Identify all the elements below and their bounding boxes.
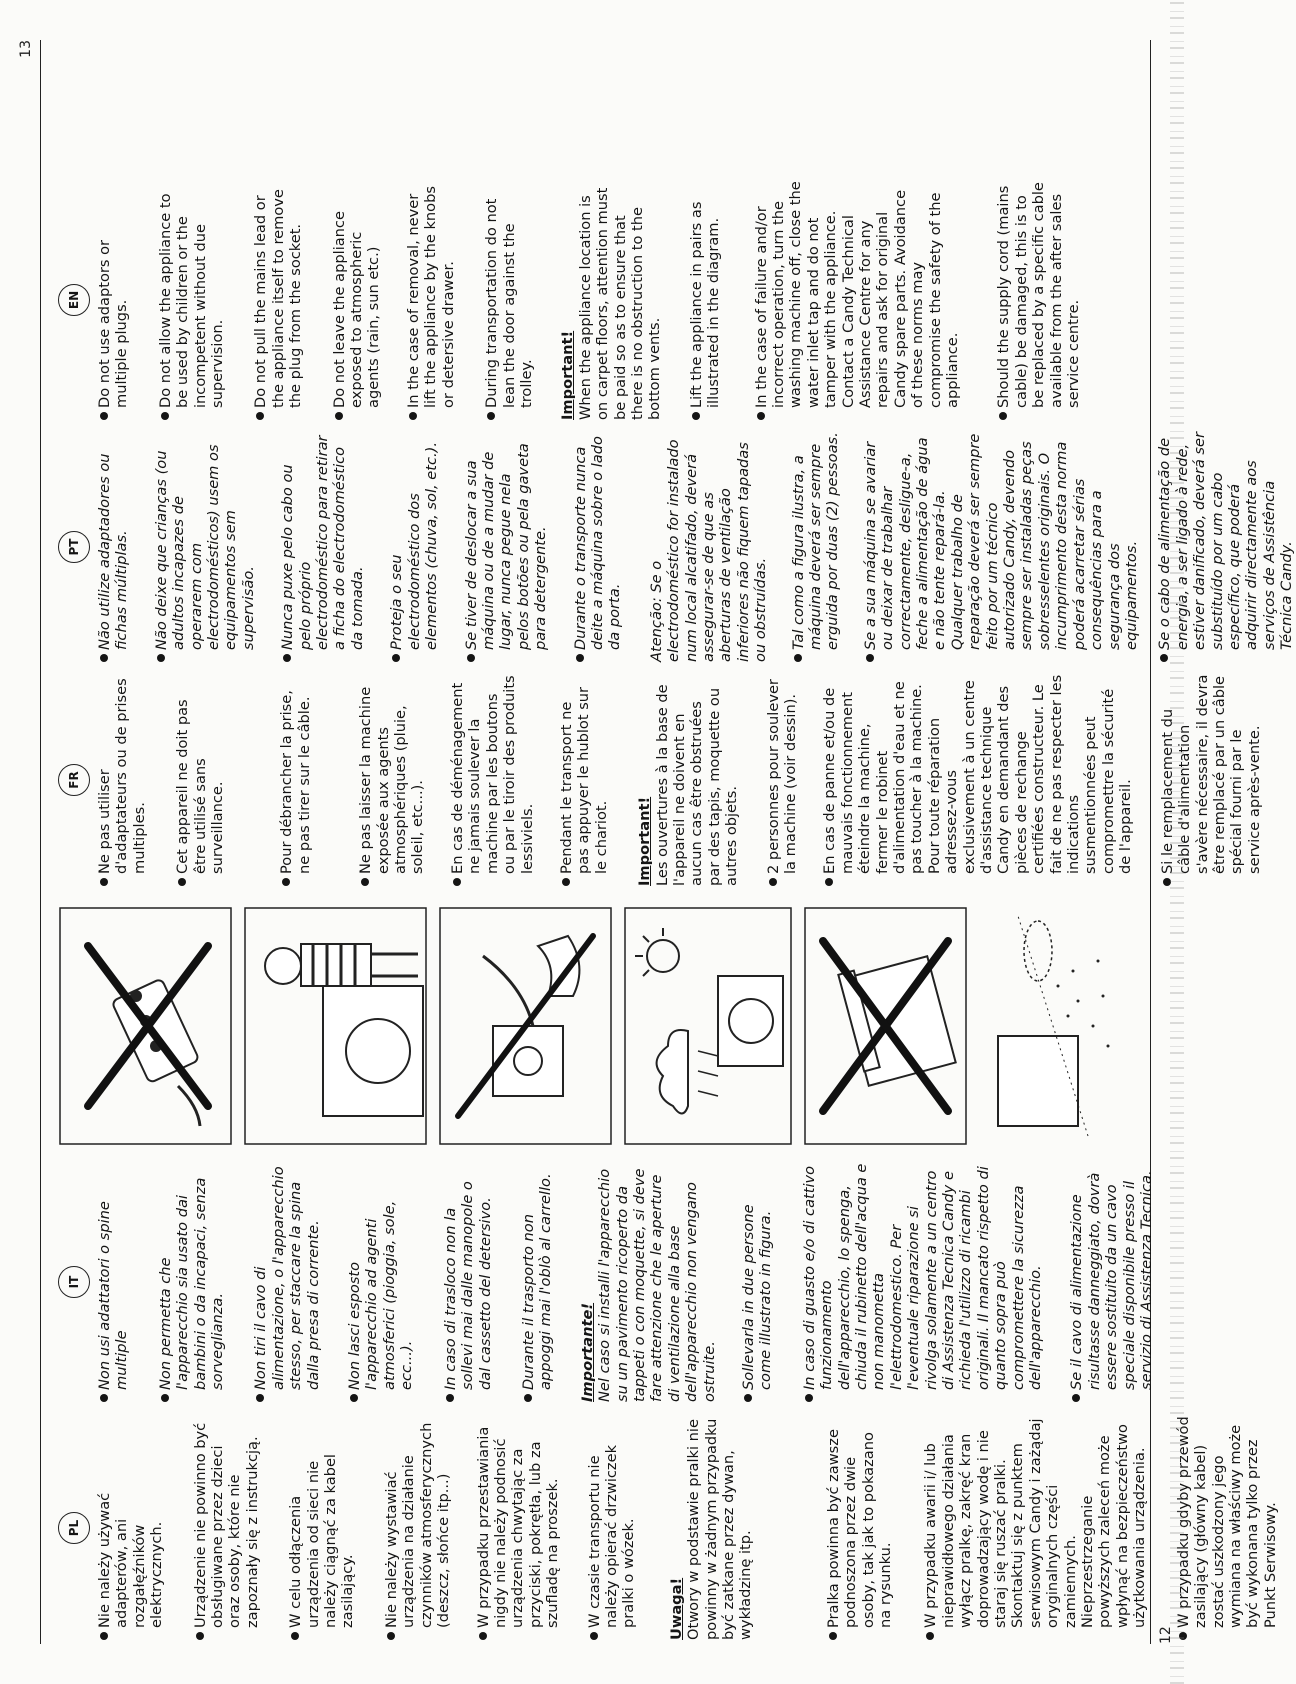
language-badge-fr: FR bbox=[58, 674, 90, 886]
language-badge-en: EN bbox=[58, 180, 90, 420]
list-item: Se tiver de deslocar a sua máquina ou de a mudar de lugar, nunca pegue nela pelos botões ou pela gaveta para detergente. bbox=[463, 432, 550, 662]
list-item: Nie należy używać adapterów, ani rozgałęźników elektrycznych. bbox=[96, 1416, 166, 1640]
list-item: Non lasci esposto l'apparecchio ad agenti atmosferici (pioggia, sole, ecc...). bbox=[346, 1162, 416, 1402]
list-item: Durante o transporte nunca deite a máquina sobre o lado da porta. bbox=[572, 432, 624, 662]
list-item: Pour débrancher la prise, ne pas tirer sur le câble. bbox=[278, 674, 313, 886]
scan-noise-strip bbox=[1170, 0, 1184, 1684]
list-item: Ne pas utiliser d'adaptateurs ou de prises multiples. bbox=[96, 674, 148, 886]
column-portuguese bbox=[58, 431, 1296, 662]
unplug-by-hand-illustration bbox=[438, 906, 613, 1146]
list-item: Cet appareil ne doit pas être utilisé sans surveillance. bbox=[174, 674, 226, 886]
child-near-appliance-illustration bbox=[243, 906, 428, 1146]
list-item: Nie należy wystawiać urządzenia na działanie czynników atmosferycznych (deszcz, słońce itp...) bbox=[383, 1416, 453, 1640]
list-item: En cas de déménagement ne jamais soulever la machine par les boutons ou par le tiroir des produits lessiviels. bbox=[449, 674, 536, 886]
list-item: Lift the appliance in pairs as illustrated in the diagram. bbox=[688, 180, 723, 420]
list-item: Should the supply cord (mains cable) be damaged, this is to be replaced by a specific cable available from the after sales service centre. bbox=[995, 180, 1082, 420]
bottom-rule bbox=[1150, 40, 1151, 1644]
list-item: Do not pull the mains lead or the appliance itself to remove the plug from the socket. bbox=[252, 180, 304, 420]
list-item: Urządzenie nie powinno być obsługiwane przez dzieci oraz osoby, które nie zapoznały się z instrukcją. bbox=[192, 1416, 262, 1640]
list-item: Pendant le transport ne pas appuyer le hublot sur le chariot. bbox=[558, 674, 610, 886]
list-item: Durante il trasporto non appoggi mai l'oblò al carrello. bbox=[520, 1162, 555, 1402]
note: Uwaga! Otwory w podstawie pralki nie powinny w żadnym przypadku być zatkane przez dywan, wykładzinę itp. bbox=[667, 1418, 755, 1640]
list-item: W przypadku gdyby przewód zasilający (główny kabel) zostać uszkodzony jego wymiana na właściwy może być wykonana tylko przez Punkt Serwisowy. bbox=[1175, 1416, 1279, 1640]
list-item: Não deixe que crianças (ou adultos incapazes de operarem com electrodomésticos) usem os equipamentos sem supervisão. bbox=[153, 432, 257, 662]
list-item: Si le remplacement du câble d'alimentation s'avère nécessaire, il devra être remplacé par un câble spécial fourni par le service après-vente. bbox=[1159, 674, 1263, 886]
carpet-ventilation-illustration bbox=[978, 906, 1133, 1146]
list-item: Sollevarla in due persone come illustrato in figura. bbox=[740, 1162, 775, 1402]
list-item: W przypadku przestawiania nigdy nie należy podnosić urządzenia chwytając za przyciski, pokrętła, lub za szufladę na proszek. bbox=[475, 1416, 562, 1640]
page-number-left: 12 bbox=[1158, 1626, 1174, 1644]
list-item: Tal como a figura ilustra, a máquina deverá ser sempre erguida por duas (2) pessoas. bbox=[790, 432, 842, 662]
list-item: Non usi adattatori o spine multiple bbox=[96, 1162, 131, 1402]
list-item: During transportation do not lean the door against the trolley. bbox=[483, 180, 535, 420]
list-item: Se a sua máquina se avariar ou deixar de trabalhar correctamente, desligue-a, feche a alimentação de água e não tente repará-la. Qualquer trabalho de reparação deverá ser sempre feito por um técnico autorizado Candy, devendo sempre ser instaladas peças sobresselentes originais. O incumprimento desta norma poderá acarretar sérias consequências para a segurança dos equipamentos. bbox=[862, 432, 1141, 662]
list-item: Do not leave the appliance exposed to atmospheric agents (rain, sun etc.) bbox=[331, 180, 383, 420]
list-item: Non tiri il cavo di alimentazione, o l'apparecchio stesso, per staccare la spina dalla presa di corrente. bbox=[252, 1162, 322, 1402]
column-italian bbox=[58, 1162, 1156, 1402]
no-adapter-plug-illustration bbox=[58, 906, 233, 1146]
column-english bbox=[58, 180, 1138, 420]
list-item: W przypadku awarii i/ lub nieprawidłowego działania wyłącz pralkę, zakręć kran doprowadzający wodę i nie staraj się ruszać pralki. Skontaktuj się z punktem serwisowym Candy i zażądaj oryginalnych części zamiennych. Nieprzestrzeganie powyższych zaleceń może wpłynąć na bezpieczeństwo użytkowania urządzenia. bbox=[922, 1416, 1148, 1640]
list-item: 2 personnes pour soulever la machine (voir dessin). bbox=[765, 674, 800, 886]
note: Important! When the appliance location is on carpet floors, attention must be paid so as to ensure that there is no obstruction to the bottom vents. bbox=[559, 187, 664, 420]
page-number-right: 13 bbox=[18, 40, 34, 58]
list-item: Do not allow the appliance to be used by children or the incompetent without due supervision. bbox=[157, 180, 227, 420]
list-item: W celu odłączenia urządzenia od sieci nie należy ciągnąć za kabel zasilający. bbox=[287, 1416, 357, 1640]
list-item: Do not use adaptors or multiple plugs. bbox=[96, 180, 131, 420]
top-rule bbox=[40, 40, 41, 1644]
column-french bbox=[58, 674, 1263, 886]
list-item: Proteja o seu electrodoméstico dos elementos (chuva, sol, etc.). bbox=[388, 432, 440, 662]
list-item: Pralka powinna być zawsze podnoszona przez dwie osoby, tak jak to pokazano na rysunku. bbox=[825, 1416, 895, 1640]
note: Importante! Nel caso si installi l'apparecchio su un pavimento ricoperto da tappeti o con moquette, si deve fare attenzione che le aperture di ventilazione alla base dell'apparecchio non vengano ostruite. bbox=[578, 1168, 718, 1402]
list-item: In the case of failure and/or incorrect operation, turn the washing machine off, close the water inlet tap and do not tamper with the appliance. Contact a Candy Technical Assistance Centre for any repairs and ask for original Candy spare parts. Avoidance of these norms may compromise the safety of the appliance. bbox=[753, 180, 962, 420]
list-item: W czasie transportu nie należy opierać drzwiczek pralki o wózek. bbox=[586, 1416, 638, 1640]
note: Atenção: Se o electrodoméstico for instalado num local alcatifado, deverá assegurar-se de que as aberturas de ventilação inferiores não fiquem tapadas ou obstruídas. bbox=[647, 439, 770, 662]
list-item: In caso di guasto e/o di cattivo funzionamento dell'apparecchio, lo spenga, chiuda il rubinetto dell'acqua e non manometta l'elettrodomestico. Per l'eventuale riparazione si rivolga solamente a un centro di Assistenza Tecnica Candy e richieda l'utilizzo di ricambi originali. Il mancato rispetto di quanto sopra può compromettere la sicurezza dell'apparecchio. bbox=[801, 1162, 1045, 1402]
weather-exposure-illustration bbox=[623, 906, 793, 1146]
list-item: In caso di trasloco non la sollevi mai dalle manopole o dal cassetto del detersivo. bbox=[442, 1162, 494, 1402]
list-item: Não utilize adaptadores ou fichas múltiplas. bbox=[96, 432, 131, 662]
language-badge-pl: PL bbox=[58, 1416, 90, 1640]
language-badge-it: IT bbox=[58, 1162, 90, 1402]
list-item: Non permetta che l'apparecchio sia usato dai bambini o da incapaci, senza sorveglianza. bbox=[157, 1162, 227, 1402]
list-item: Nunca puxe pelo cabo ou pelo próprio electrodoméstico para retirar a ficha do electrodoméstico da tomada. bbox=[279, 432, 366, 662]
list-item: Ne pas laisser la machine exposée aux agents atmosphériques (pluie, soleil, etc...). bbox=[357, 674, 427, 886]
lift-knobs-prohibited-illustration bbox=[803, 906, 968, 1146]
illustrations-column bbox=[58, 906, 1138, 1146]
list-item: In the case of removal, never lift the appliance by the knobs or detersive drawer. bbox=[405, 180, 457, 420]
list-item: Se il cavo di alimentazione risultasse danneggiato, dovrà essere sostituito da un cavo speciale disponibile presso il servizio di Assistenza Tecnica. bbox=[1068, 1162, 1155, 1402]
language-badge-pt: PT bbox=[58, 432, 90, 662]
list-item: En cas de panne et/ou de mauvais fonctionnement éteindre la machine, fermer le robinet d'alimentation d'eau et ne pas toucher à la machine. Pour toute réparation adressez-vous exclusivement à un centre d'assistance technique Candy en demandant des pièces de rechange certifiées constructeur. Le fait de ne pas respecter les indications susmentionnées peut compromettre la sécurité de l'appareil. bbox=[821, 674, 1134, 886]
note: Important! Les ouvertures à la base de l'appareil ne doivent en aucun cas être obstruées par des tapis, moquette ou autres objets. bbox=[636, 684, 741, 886]
list-item: Se o cabo de alimentação de energia, a ser ligado à rede, estiver danificado, deverá ser substituído por um cabo específico, que poderá adquirir directamente aos serviços de Assistência Técnica Candy. bbox=[1156, 432, 1295, 662]
